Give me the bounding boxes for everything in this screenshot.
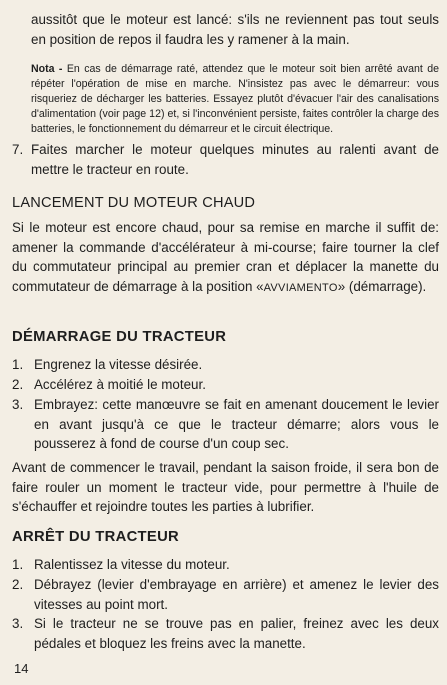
item-text: Débrayez (levier d'embrayage en arrière) et amenez le levier des vitesses au point mort.: [34, 577, 439, 612]
item-number: 3.: [12, 616, 24, 631]
hot-start-paragraph: [12, 218, 439, 298]
stopping-tractor-heading: ARRÊT DU TRACTEUR: [12, 529, 180, 545]
hot-start-heading: LANCEMENT DU MOTEUR CHAUD: [12, 195, 256, 211]
cold-season-paragraph: Avant de commencer le travail, pendant la saison froide, il sera bon de faire rouler un moment le tracteur vide, pour permettre à l'huile de s'échauffer et rejoindre toutes les parties à lubrifier.: [12, 460, 439, 514]
item-number: 3.: [12, 397, 24, 412]
list-item: [12, 555, 439, 575]
note-paragraph: [31, 62, 439, 137]
position-name: AVVIAMENTO: [263, 281, 338, 294]
list-item: [12, 575, 439, 614]
intro-paragraph: aussitôt que le moteur est lancé: s'ils ne reviennent pas tout seuls en position de repos il faudra les y ramener à la main.: [31, 12, 439, 47]
item-text: Engrenez la vitesse désirée.: [34, 357, 203, 372]
item-text: Ralentissez la vitesse du moteur.: [34, 557, 230, 572]
note-label: Nota -: [31, 63, 63, 75]
page-number: 14: [14, 661, 29, 676]
item-text: Accélérez à moitié le moteur.: [34, 377, 206, 392]
item-text: Si le tracteur ne se trouve pas en palier, freinez avec les deux pédales et bloquez les freins avec la manette.: [34, 616, 439, 651]
list-item: [12, 614, 439, 653]
list-item: [12, 395, 439, 454]
step-number: 7.: [12, 142, 24, 157]
note-text: En cas de démarrage raté, attendez que le moteur soit bien arrêté avant de répéter l'opération de mise en marche. N'insistez pas avec le démarreur: vous risqueriez de décharger les batteries. Essayez plutôt d'évacuer l'air des canalisations d'alimentation (voir page 12) et, si l'inconvénient persiste, faites contrôler la charge des batteries, le fonctionnement du démarreur et le circuit électrique.: [31, 63, 439, 135]
item-number: 2.: [12, 377, 24, 392]
list-item: [12, 355, 439, 375]
hot-start-text-end: » (démarrage).: [337, 278, 427, 294]
step-text: Faites marcher le moteur quelques minutes au ralenti avant de mettre le tracteur en route.: [31, 142, 439, 177]
starting-tractor-heading: DÉMARRAGE DU TRACTEUR: [12, 329, 227, 345]
list-item: [12, 375, 439, 395]
item-number: 1.: [12, 557, 24, 572]
hot-start-text: Si le moteur est encore chaud, pour sa remise en marche il suffit de: amener la commande d'accélérateur à mi-course; faire tourner la clef du commutateur principal au premier cran et déplacer la manette du commutateur de démarrage à la position «: [12, 220, 439, 294]
item-text: Embrayez: cette manœuvre se fait en amenant doucement le levier en avant jusqu'à ce que le tracteur démarre; alors vous le pousserez à fond de course d'un coup sec.: [34, 397, 439, 451]
item-number: 2.: [12, 577, 24, 592]
step-7: [12, 140, 439, 179]
item-number: 1.: [12, 357, 24, 372]
